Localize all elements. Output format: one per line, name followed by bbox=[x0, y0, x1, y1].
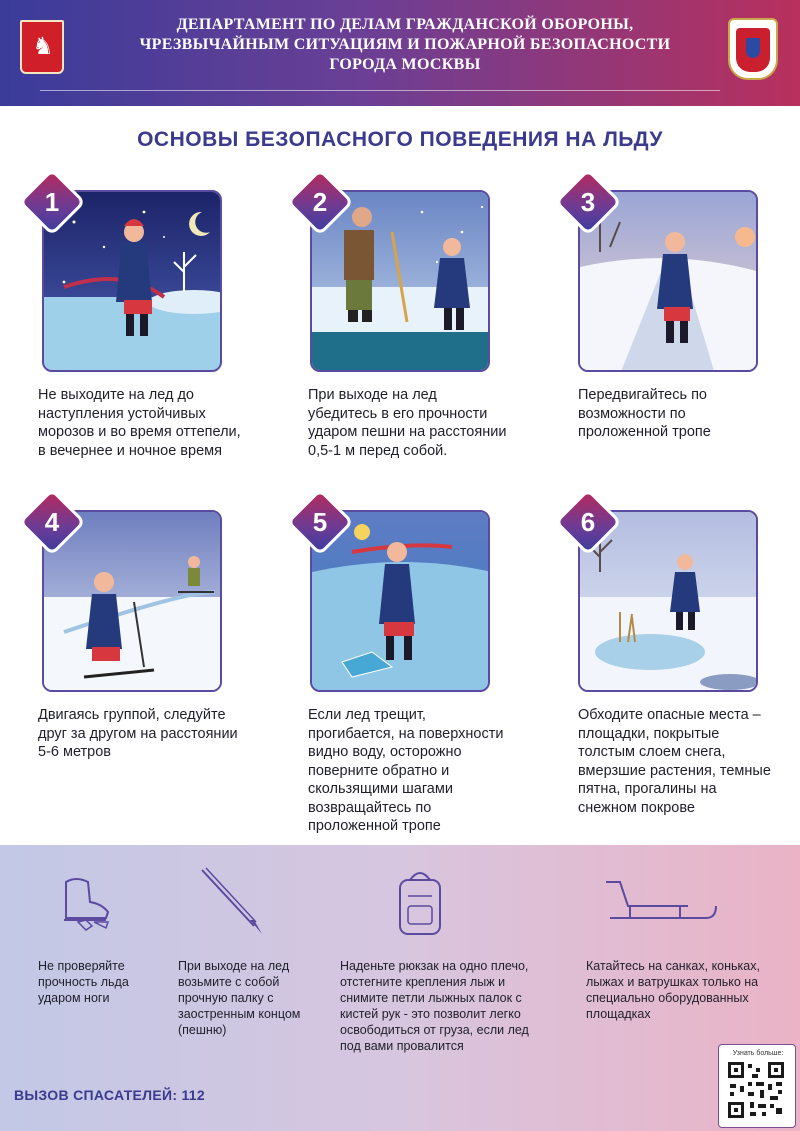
step-5-number: 5 bbox=[312, 507, 328, 537]
step-5-text: Если лед трещит, прогибается, на поверхности видно воду, осторожно поверните обратно и скользящими шагами возвращайтесь по проложенной тропе bbox=[308, 707, 504, 834]
step-3-number: 3 bbox=[580, 187, 596, 217]
rescue-phone-line: ВЫЗОВ СПАСАТЕЛЕЙ: 112 bbox=[14, 1087, 205, 1103]
department-title-line-3: ГОРОДА МОСКВЫ bbox=[329, 56, 481, 73]
step-2-illustration bbox=[310, 187, 490, 372]
backpack-icon bbox=[392, 866, 448, 938]
step-1-text: Не выходите на лед до наступления устойчивых морозов и во время оттепели, в вечернее и ночное время bbox=[38, 387, 241, 459]
qr-caption: Узнать больше: bbox=[732, 1050, 784, 1057]
qr-code-icon[interactable] bbox=[726, 1060, 786, 1120]
step-6-number: 6 bbox=[580, 507, 596, 537]
step-4-number: 4 bbox=[44, 507, 60, 537]
sled-icon bbox=[600, 876, 720, 932]
step-1-number: 1 bbox=[44, 187, 60, 217]
department-emblem-icon bbox=[728, 18, 778, 80]
tip-3-text: Наденьте рюкзак на одно плечо, отстегните крепления лыж и снимите петли лыжных палок с кистей рук - это позволит легко освободиться от груза, если лед под вами провалится bbox=[340, 959, 529, 1053]
tip-2-text: При выходе на лед возьмите с собой прочную палку с заостренным концом (пешню) bbox=[178, 959, 301, 1037]
step-6-illustration bbox=[578, 507, 758, 692]
step-2-number: 2 bbox=[312, 187, 328, 217]
header-banner bbox=[0, 0, 800, 106]
page-title: ОСНОВЫ БЕЗОПАСНОГО ПОВЕДЕНИЯ НА ЛЬДУ bbox=[137, 128, 663, 151]
department-title-line-1: ДЕПАРТАМЕНТ ПО ДЕЛАМ ГРАЖДАНСКОЙ ОБОРОНЫ, bbox=[176, 16, 634, 33]
step-5-illustration bbox=[310, 507, 490, 692]
step-4-text: Двигаясь группой, следуйте друг за другом на расстоянии 5-6 метров bbox=[38, 707, 238, 760]
department-title-line-2: ЧРЕЗВЫЧАЙНЫМ СИТУАЦИЯМ И ПОЖАРНОЙ БЕЗОПАСНОСТИ bbox=[139, 36, 671, 53]
ice-pick-icon bbox=[196, 866, 266, 936]
tip-1-text: Не проверяйте прочность льда ударом ноги bbox=[38, 959, 129, 1005]
moscow-coat-of-arms-icon: ♞ bbox=[20, 20, 64, 74]
step-2-text: При выходе на лед убедитесь в его прочности ударом пешни на расстоянии 0,5-1 м перед собой. bbox=[308, 387, 507, 459]
tip-4-text: Катайтесь на санках, коньках, лыжах и ватрушках только на специально оборудованных площадках bbox=[586, 959, 760, 1021]
step-4-illustration bbox=[42, 507, 222, 692]
step-3-illustration bbox=[578, 187, 758, 372]
department-title bbox=[110, 15, 700, 75]
boot-icon bbox=[58, 872, 118, 932]
step-6-text: Обходите опасные места – площадки, покрытые толстым слоем снега, вмерзшие растения, темные пятна, прогалины на снежном покрове bbox=[578, 707, 771, 816]
header-divider bbox=[40, 90, 720, 91]
step-1-illustration bbox=[42, 187, 222, 372]
step-3-text: Передвигайтесь по возможности по проложенной тропе bbox=[578, 387, 711, 440]
